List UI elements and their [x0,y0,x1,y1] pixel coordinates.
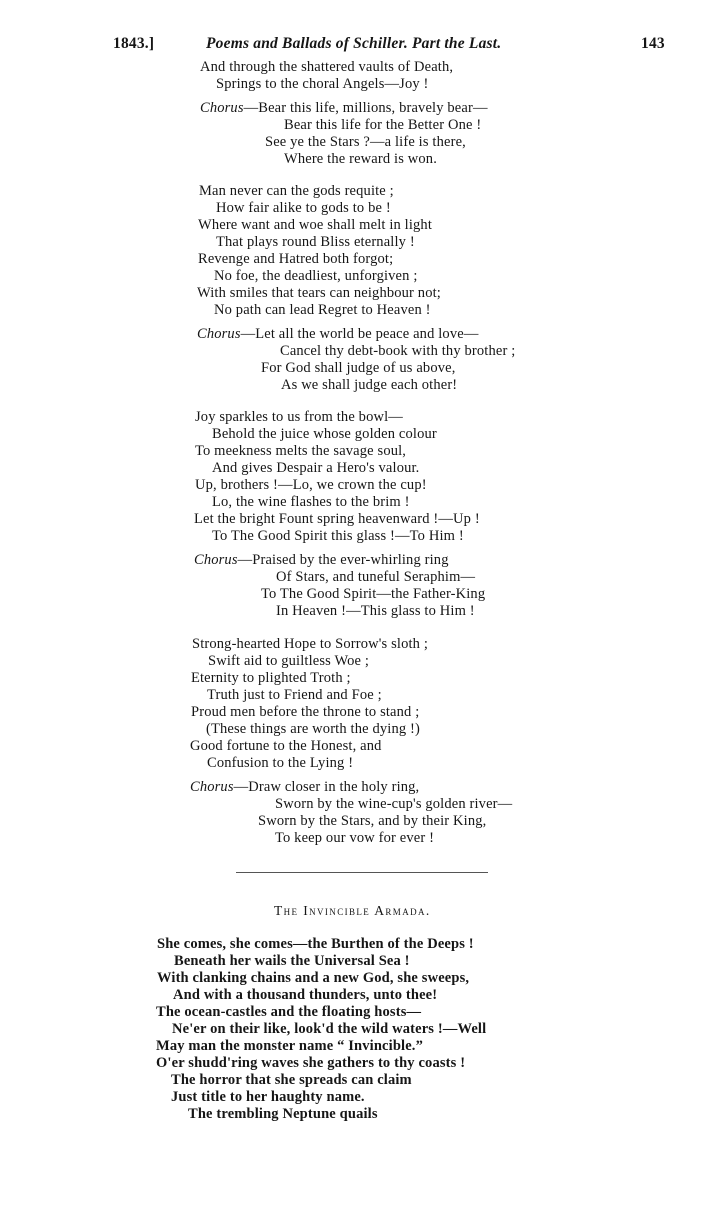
verse-line: Confusion to the Lying ! [207,755,354,771]
verse-line: No path can lead Regret to Heaven ! [214,302,431,318]
verse-line: To The Good Spirit—the Father-King [261,586,486,602]
verse-line: Let the bright Fount spring heavenward !—Up ! [194,511,480,527]
verse-line: Just title to her haughty name. [171,1089,365,1105]
poem-title: The Invincible Armada. [274,903,431,918]
verse-line: Swift aid to guiltless Woe ; [208,653,370,669]
chorus-text: —Draw closer in the holy ring, [233,779,420,795]
page-number: 143 [641,35,665,52]
verse-line: And with a thousand thunders, unto thee! [173,987,438,1003]
verse-line: Sworn by the Stars, and by their King, [258,813,487,829]
verse-line: Beneath her wails the Universal Sea ! [174,953,410,969]
verse-line: Ne'er on their like, look'd the wild waters !—Well [172,1021,487,1037]
verse-line: For God shall judge of us above, [261,360,456,376]
verse-line: That plays round Bliss eternally ! [216,234,415,250]
verse-line: Proud men before the throne to stand ; [191,704,420,720]
verse-line: In Heaven !—This glass to Him ! [276,603,475,619]
verse-line [197,326,478,343]
verse-line: The trembling Neptune quails [188,1106,378,1122]
verse-line: Of Stars, and tuneful Seraphim— [276,569,476,585]
verse-line: Cancel thy debt-book with thy brother ; [280,343,516,359]
verse-line: To meekness melts the savage soul, [195,443,407,459]
verse-line [194,552,449,569]
verse-line: Bear this life for the Better One ! [284,117,482,133]
verse-line: Revenge and Hatred both forgot; [198,251,394,267]
chorus-text: —Let all the world be peace and love— [240,326,479,342]
verse-line: Behold the juice whose golden colour [212,426,437,442]
verse-line: May man the monster name “ Invincible.” [156,1038,423,1054]
header-date: 1843.] [113,35,155,52]
section-divider [236,872,488,873]
verse-line [200,100,488,117]
verse-line: And gives Despair a Hero's valour. [212,460,420,476]
verse-line: Eternity to plighted Troth ; [191,670,351,686]
verse-line: With smiles that tears can neighbour not; [197,285,441,301]
verse-line [190,779,419,796]
verse-line: To The Good Spirit this glass !—To Him ! [212,528,464,544]
verse-line: The horror that she spreads can claim [171,1072,412,1088]
verse-line: And through the shattered vaults of Death, [200,59,454,75]
verse-line: Where want and woe shall melt in light [198,217,433,233]
chorus-label: Chorus [197,326,241,342]
verse-line: Lo, the wine flashes to the brim ! [212,494,410,510]
verse-line: Where the reward is won. [284,151,437,167]
verse-line: See ye the Stars ?—a life is there, [265,134,466,150]
chorus-label: Chorus [200,100,244,116]
verse-line: Strong-hearted Hope to Sorrow's sloth ; [192,636,429,652]
verse-line: To keep our vow for ever ! [275,830,435,846]
verse-line: Truth just to Friend and Foe ; [207,687,382,703]
chorus-text: —Praised by the ever-whirling ring [237,552,449,568]
chorus-label: Chorus [190,779,234,795]
verse-line: Up, brothers !—Lo, we crown the cup! [195,477,427,493]
verse-line: (These things are worth the dying !) [206,721,420,737]
verse-line: How fair alike to gods to be ! [216,200,391,216]
chorus-text: —Bear this life, millions, bravely bear— [243,100,488,116]
verse-line: The ocean-castles and the floating hosts— [156,1004,422,1020]
verse-line: She comes, she comes—the Burthen of the Deeps ! [157,936,474,952]
verse-line: Man never can the gods requite ; [199,183,394,199]
chorus-label: Chorus [194,552,238,568]
verse-line: Sworn by the wine-cup's golden river— [275,796,513,812]
running-title: Poems and Ballads of Schiller. Part the Last. [206,35,502,52]
verse-line: Good fortune to the Honest, and [190,738,382,754]
verse-line: No foe, the deadliest, unforgiven ; [214,268,418,284]
verse-line: Joy sparkles to us from the bowl— [195,409,403,425]
verse-line: Springs to the choral Angels—Joy ! [216,76,429,92]
verse-line: As we shall judge each other! [281,377,458,393]
verse-line: With clanking chains and a new God, she sweeps, [157,970,470,986]
verse-line: O'er shudd'ring waves she gathers to thy coasts ! [156,1055,466,1071]
